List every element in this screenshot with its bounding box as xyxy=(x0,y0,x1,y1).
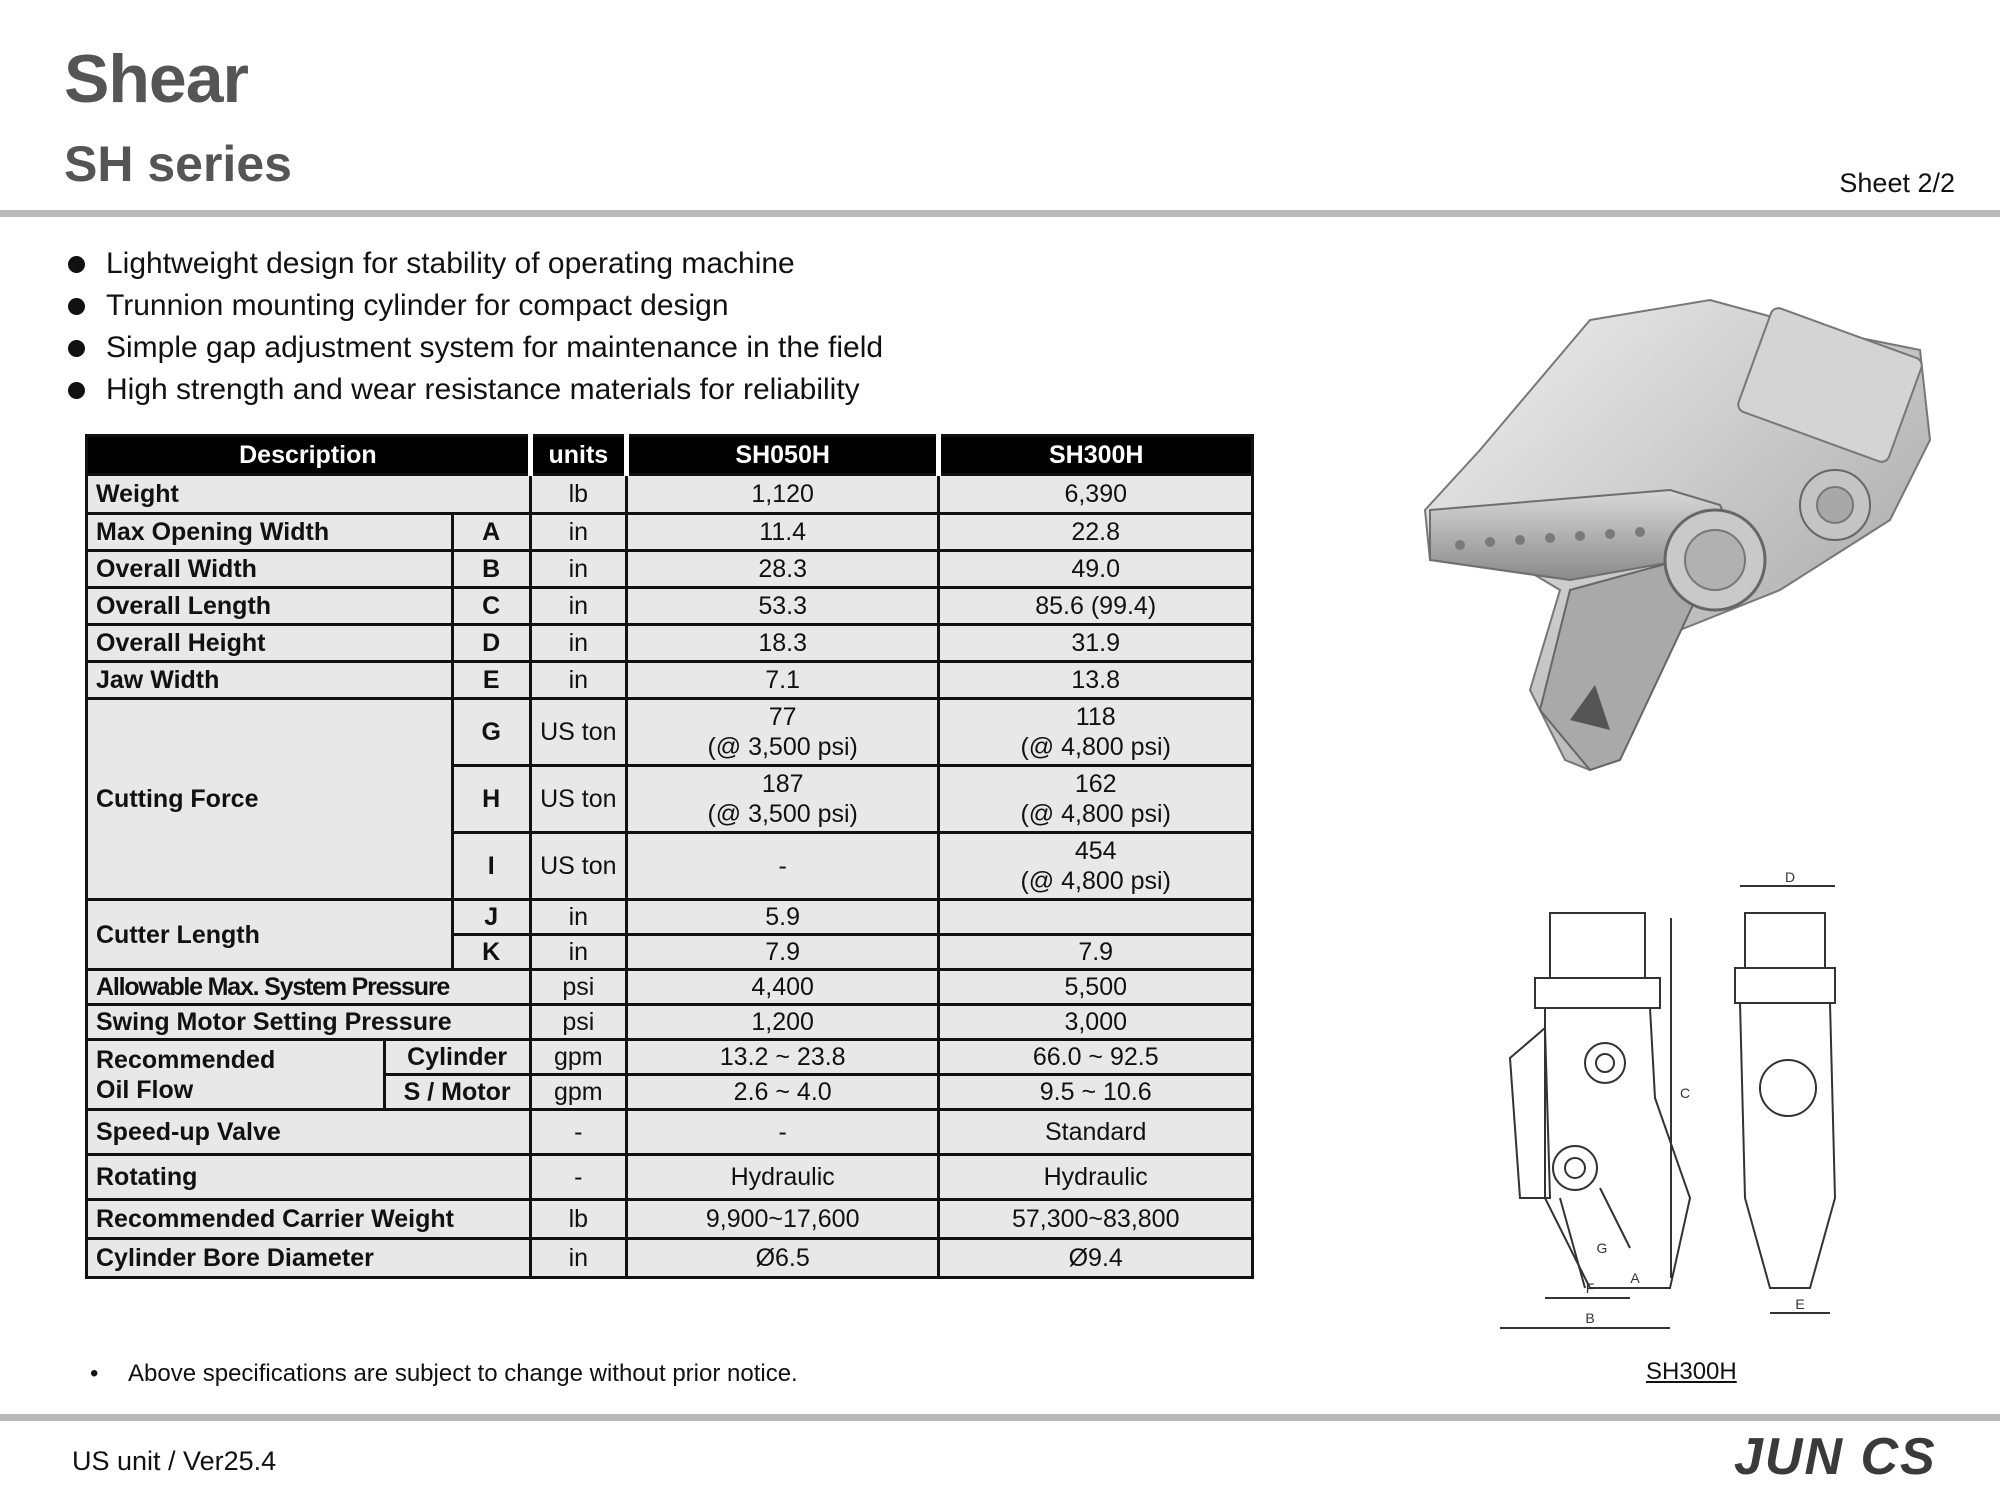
value-sh300h: 9.5 ~ 10.6 xyxy=(939,1075,1253,1110)
value-main: 454 xyxy=(1074,837,1117,865)
value-sh300h xyxy=(939,900,1253,935)
dimension-code: B xyxy=(452,551,530,588)
value-note: (@ 3,500 psi) xyxy=(707,800,858,828)
table-row-bore-diameter xyxy=(87,1239,1253,1278)
dimension-label-e: E xyxy=(1795,1296,1805,1312)
dimension-label-g: G xyxy=(1596,1240,1608,1256)
table-row-system-pressure xyxy=(87,970,1253,1005)
value-sh050h xyxy=(626,699,939,766)
row-unit: gpm xyxy=(530,1040,626,1075)
table-row-overall-length xyxy=(87,588,1253,625)
technical-drawing xyxy=(1490,868,1870,1338)
value-sh050h xyxy=(626,766,939,833)
value-sh050h: - xyxy=(626,833,939,900)
value-sh300h: Ø9.4 xyxy=(939,1239,1253,1278)
row-unit: US ton xyxy=(530,766,626,833)
row-unit: US ton xyxy=(530,699,626,766)
dimension-code: E xyxy=(452,662,530,699)
value-sh050h: - xyxy=(626,1110,939,1155)
table-row-overall-width xyxy=(87,551,1253,588)
table-row-overall-height xyxy=(87,625,1253,662)
value-sh300h: 6,390 xyxy=(939,475,1253,514)
disclaimer-note xyxy=(90,1360,798,1388)
svg-text:JUN CS: JUN CS xyxy=(1734,1428,1937,1484)
dimension-label-b: B xyxy=(1585,1310,1595,1326)
feature-item: Trunnion mounting cylinder for compact design xyxy=(68,285,883,327)
row-label: Recommended Carrier Weight xyxy=(87,1200,531,1239)
company-logo xyxy=(1730,1428,1960,1484)
feature-item: Lightweight design for stability of operating machine xyxy=(68,243,883,285)
header-divider xyxy=(0,210,2000,217)
dimension-code: J xyxy=(452,900,530,935)
row-label: Cylinder Bore Diameter xyxy=(87,1239,531,1278)
value-sh300h: 31.9 xyxy=(939,625,1253,662)
value-sh300h: 3,000 xyxy=(939,1005,1253,1040)
label-line: Recommended xyxy=(96,1045,276,1074)
row-label: Overall Height xyxy=(87,625,453,662)
value-sh050h: 28.3 xyxy=(626,551,939,588)
row-unit: lb xyxy=(530,475,626,514)
row-label: Allowable Max. System Pressure xyxy=(87,970,531,1005)
feature-list xyxy=(68,243,883,411)
value-sh300h: 13.8 xyxy=(939,662,1253,699)
page-subtitle: SH series xyxy=(64,136,292,192)
value-sh050h: 1,200 xyxy=(626,1005,939,1040)
value-sh050h: 9,900~17,600 xyxy=(626,1200,939,1239)
dimension-code: G xyxy=(452,699,530,766)
dimension-code: K xyxy=(452,935,530,970)
sheet-number: Sheet 2/2 xyxy=(1839,168,1955,198)
row-unit: in xyxy=(530,1239,626,1278)
row-unit: - xyxy=(530,1155,626,1200)
table-row-cutting-force-g xyxy=(87,699,1253,766)
value-sh300h: Standard xyxy=(939,1110,1253,1155)
table-row-cutter-length-j xyxy=(87,900,1253,935)
row-unit: in xyxy=(530,551,626,588)
row-label: Cutting Force xyxy=(87,699,453,900)
value-sh300h xyxy=(939,766,1253,833)
dimension-code: A xyxy=(452,514,530,551)
row-unit: gpm xyxy=(530,1075,626,1110)
table-row-weight xyxy=(87,475,1253,514)
value-sh050h: 13.2 ~ 23.8 xyxy=(626,1040,939,1075)
value-main: 77 xyxy=(768,703,797,731)
value-sh050h: Hydraulic xyxy=(626,1155,939,1200)
value-sh300h: 5,500 xyxy=(939,970,1253,1005)
value-sh050h: 7.1 xyxy=(626,662,939,699)
value-main: 162 xyxy=(1074,770,1117,798)
value-sh050h: 7.9 xyxy=(626,935,939,970)
row-unit: in xyxy=(530,514,626,551)
row-label: Speed-up Valve xyxy=(87,1110,531,1155)
table-row-rotating xyxy=(87,1155,1253,1200)
row-label: Max Opening Width xyxy=(87,514,453,551)
shear-product-image xyxy=(1420,290,1940,810)
value-sh050h: 2.6 ~ 4.0 xyxy=(626,1075,939,1110)
dimension-code: D xyxy=(452,625,530,662)
row-label: Overall Length xyxy=(87,588,453,625)
value-sh300h: 7.9 xyxy=(939,935,1253,970)
value-sh300h: 22.8 xyxy=(939,514,1253,551)
table-row-max-opening xyxy=(87,514,1253,551)
value-main: 118 xyxy=(1075,703,1116,731)
page-title: Shear xyxy=(64,41,248,117)
dimension-label-a: A xyxy=(1630,1270,1640,1286)
table-row-swing-motor xyxy=(87,1005,1253,1040)
value-note: (@ 3,500 psi) xyxy=(707,733,858,761)
table-row-jaw-width xyxy=(87,662,1253,699)
spec-table xyxy=(85,434,1254,1279)
col-header-sh300h: SH300H xyxy=(939,436,1253,475)
dimension-code: I xyxy=(452,833,530,900)
sub-label: S / Motor xyxy=(384,1075,530,1110)
col-header-units: units xyxy=(530,436,626,475)
sub-label: Cylinder xyxy=(384,1040,530,1075)
col-header-sh050h: SH050H xyxy=(626,436,939,475)
row-unit: lb xyxy=(530,1200,626,1239)
value-sh050h: 11.4 xyxy=(626,514,939,551)
row-unit: in xyxy=(530,588,626,625)
label-line: Oil Flow xyxy=(96,1075,194,1104)
value-sh300h: 49.0 xyxy=(939,551,1253,588)
row-unit: - xyxy=(530,1110,626,1155)
value-sh300h: 57,300~83,800 xyxy=(939,1200,1253,1239)
value-note: (@ 4,800 psi) xyxy=(1020,800,1171,828)
row-unit: US ton xyxy=(530,833,626,900)
value-sh050h: 4,400 xyxy=(626,970,939,1005)
table-row-oil-flow-cylinder xyxy=(87,1040,1253,1075)
dimension-code: C xyxy=(452,588,530,625)
value-sh050h: Ø6.5 xyxy=(626,1239,939,1278)
dimension-code: H xyxy=(452,766,530,833)
value-sh300h: 66.0 ~ 92.5 xyxy=(939,1040,1253,1075)
note-text: Above specifications are subject to change without prior notice. xyxy=(128,1360,798,1387)
table-row-carrier-weight xyxy=(87,1200,1253,1239)
row-label: Weight xyxy=(87,475,531,514)
table-row-speedup-valve xyxy=(87,1110,1253,1155)
row-label: Rotating xyxy=(87,1155,531,1200)
value-sh300h: Hydraulic xyxy=(939,1155,1253,1200)
dimension-label-d: D xyxy=(1784,869,1796,885)
feature-item: Simple gap adjustment system for maintenance in the field xyxy=(68,327,883,369)
value-sh300h xyxy=(939,833,1253,900)
value-sh050h: 5.9 xyxy=(626,900,939,935)
row-unit: psi xyxy=(530,1005,626,1040)
feature-item: High strength and wear resistance materials for reliability xyxy=(68,369,883,411)
value-main: 187 xyxy=(761,770,804,798)
dimension-label-c: C xyxy=(1679,1085,1691,1101)
row-unit: in xyxy=(530,900,626,935)
value-sh300h xyxy=(939,699,1253,766)
value-note: (@ 4,800 psi) xyxy=(1020,733,1171,761)
row-label: Cutter Length xyxy=(87,900,453,970)
value-sh300h: 85.6 (99.4) xyxy=(939,588,1253,625)
footer-text: US unit / Ver25.4 xyxy=(72,1446,277,1476)
row-unit: in xyxy=(530,935,626,970)
value-note: (@ 4,800 psi) xyxy=(1020,867,1171,895)
row-label: Swing Motor Setting Pressure xyxy=(87,1005,531,1040)
dimension-label-f: F xyxy=(1585,1280,1595,1296)
col-header-description: Description xyxy=(87,436,531,475)
row-unit: psi xyxy=(530,970,626,1005)
table-header-row xyxy=(87,436,1253,475)
value-sh050h: 18.3 xyxy=(626,625,939,662)
row-label: Overall Width xyxy=(87,551,453,588)
row-unit: in xyxy=(530,662,626,699)
drawing-caption: SH300H xyxy=(1646,1358,1737,1385)
footer-divider xyxy=(0,1414,2000,1421)
value-sh050h: 53.3 xyxy=(626,588,939,625)
row-label: Jaw Width xyxy=(87,662,453,699)
row-label xyxy=(87,1040,385,1110)
note-bullet: • xyxy=(90,1360,99,1387)
value-sh050h: 1,120 xyxy=(626,475,939,514)
row-unit: in xyxy=(530,625,626,662)
